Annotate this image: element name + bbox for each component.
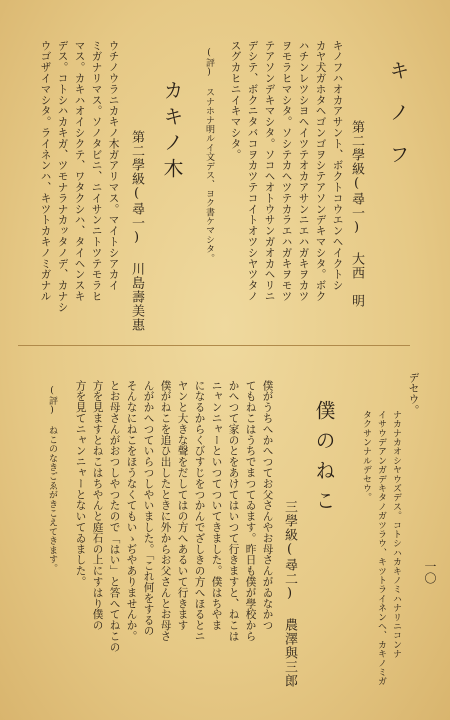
deseu-head: デセウ。 — [407, 372, 420, 416]
kinofu-line: テアソンデキマシタ。ソコヘオトウサンガオカヘリニ — [263, 40, 276, 302]
neko-line: 方を見ますとねこはちやんと庭石の上にすはり僕の — [91, 380, 104, 631]
neko-line: とお母さんがおつしやつたので「はい」と答へてねこの — [108, 380, 121, 653]
neko-line: 僕がうちへかへつてお父さんやお母さんがゐなかつ — [261, 380, 274, 631]
kaki-comment-line: イサウデアンガデキタノガツラウ、キツトライネンヘ、カキノミガ — [376, 410, 386, 686]
kinofu-line: スグカヒニイキマシタ。 — [229, 40, 242, 160]
kaki-line: ウチノウラニカキノ木ガアリマス。マイトシアカイ — [107, 40, 120, 291]
kaki-title: カキノ木 — [160, 80, 184, 184]
neko-line: んがかへつていらつしやいました。「これ何をするの — [142, 380, 155, 637]
kinofu-line: ヲモラヒマシタ。ソシテカヘツテカラエハガキヲモツ — [280, 40, 293, 302]
neko-line: てもねこはうちでまつてゐます。昨日も僕が學校から — [244, 380, 257, 642]
kaki-comment-line: ナカナカオシヤウズデス。コトシハカキノミハナリニコンナ — [391, 410, 401, 659]
kaki-byline: 第二學級(尋一) 川島壽美惠 — [129, 130, 144, 332]
neko-line: そんなにねこをほうなくてもいゝぢやありませんか。 — [125, 380, 138, 642]
neko-title: 僕のねこ — [312, 400, 336, 520]
kinofu-line: キノフハオカアサント、ボクトコウエンヘイクトシ — [331, 40, 344, 291]
kinofu-line: ハチンレツシヨヘイツテオカアサンニエハガキヲカツ — [297, 40, 310, 302]
kaki-line: ウゴザイマシタ。ライネンハ、キツトカキノミガナル — [39, 40, 52, 302]
neko-line: ヤンと大きな聲をだしてはの方へあるいて行きます — [176, 380, 189, 631]
kinofu-byline: 第二學級(尋一) 大西 明 — [349, 120, 364, 308]
kinofu-line: デシテ、ボクニタバコヲカツテコイトオツシヤツタノ — [246, 40, 259, 302]
neko-comment: (評) ねこのなきごゑがきこえてきます。 — [47, 386, 57, 573]
section-divider — [18, 345, 410, 346]
kaki-line: ミガナリマス。ソノタビニ、ニイサンニトツテモラヒ — [90, 40, 103, 302]
neko-line: 僕がねこを追ひ出したときに外からお父さんとお母さ — [159, 380, 172, 642]
neko-line: になるからくびすじをつかんでざしきの方へほるとニ — [193, 380, 206, 642]
kinofu-comment: (評) スナホナ明ルイ文デス、ヨク書ケマシタ。 — [204, 48, 214, 263]
neko-line: ニャンニャーといつてついてきました。僕はちやま — [210, 380, 223, 631]
kinofu-line: カヤ犬ガホタヘゴンゴヲシテアソンデキマシタ。ボク — [314, 40, 327, 302]
neko-line: 方を見てニャンニャーとないてゐました。 — [74, 380, 87, 588]
kaki-line: マス。カキハオイシクテ、ワタクシハ、タイヘンスキ — [73, 40, 86, 302]
kaki-comment-line: タクサンナルデセウ。 — [361, 410, 371, 502]
kaki-line: デス。コトシハカキガ、ツモナラナカッタノデ、カナシ — [56, 40, 69, 313]
kinofu-title: キノフ — [386, 60, 410, 186]
neko-byline: 三學級(尋二) 農澤與三郎 — [282, 500, 297, 688]
neko-line: かへつて家のとをあけてはいつて行きますと、ねこは — [227, 380, 240, 642]
page-number: 一〇 — [423, 560, 437, 584]
